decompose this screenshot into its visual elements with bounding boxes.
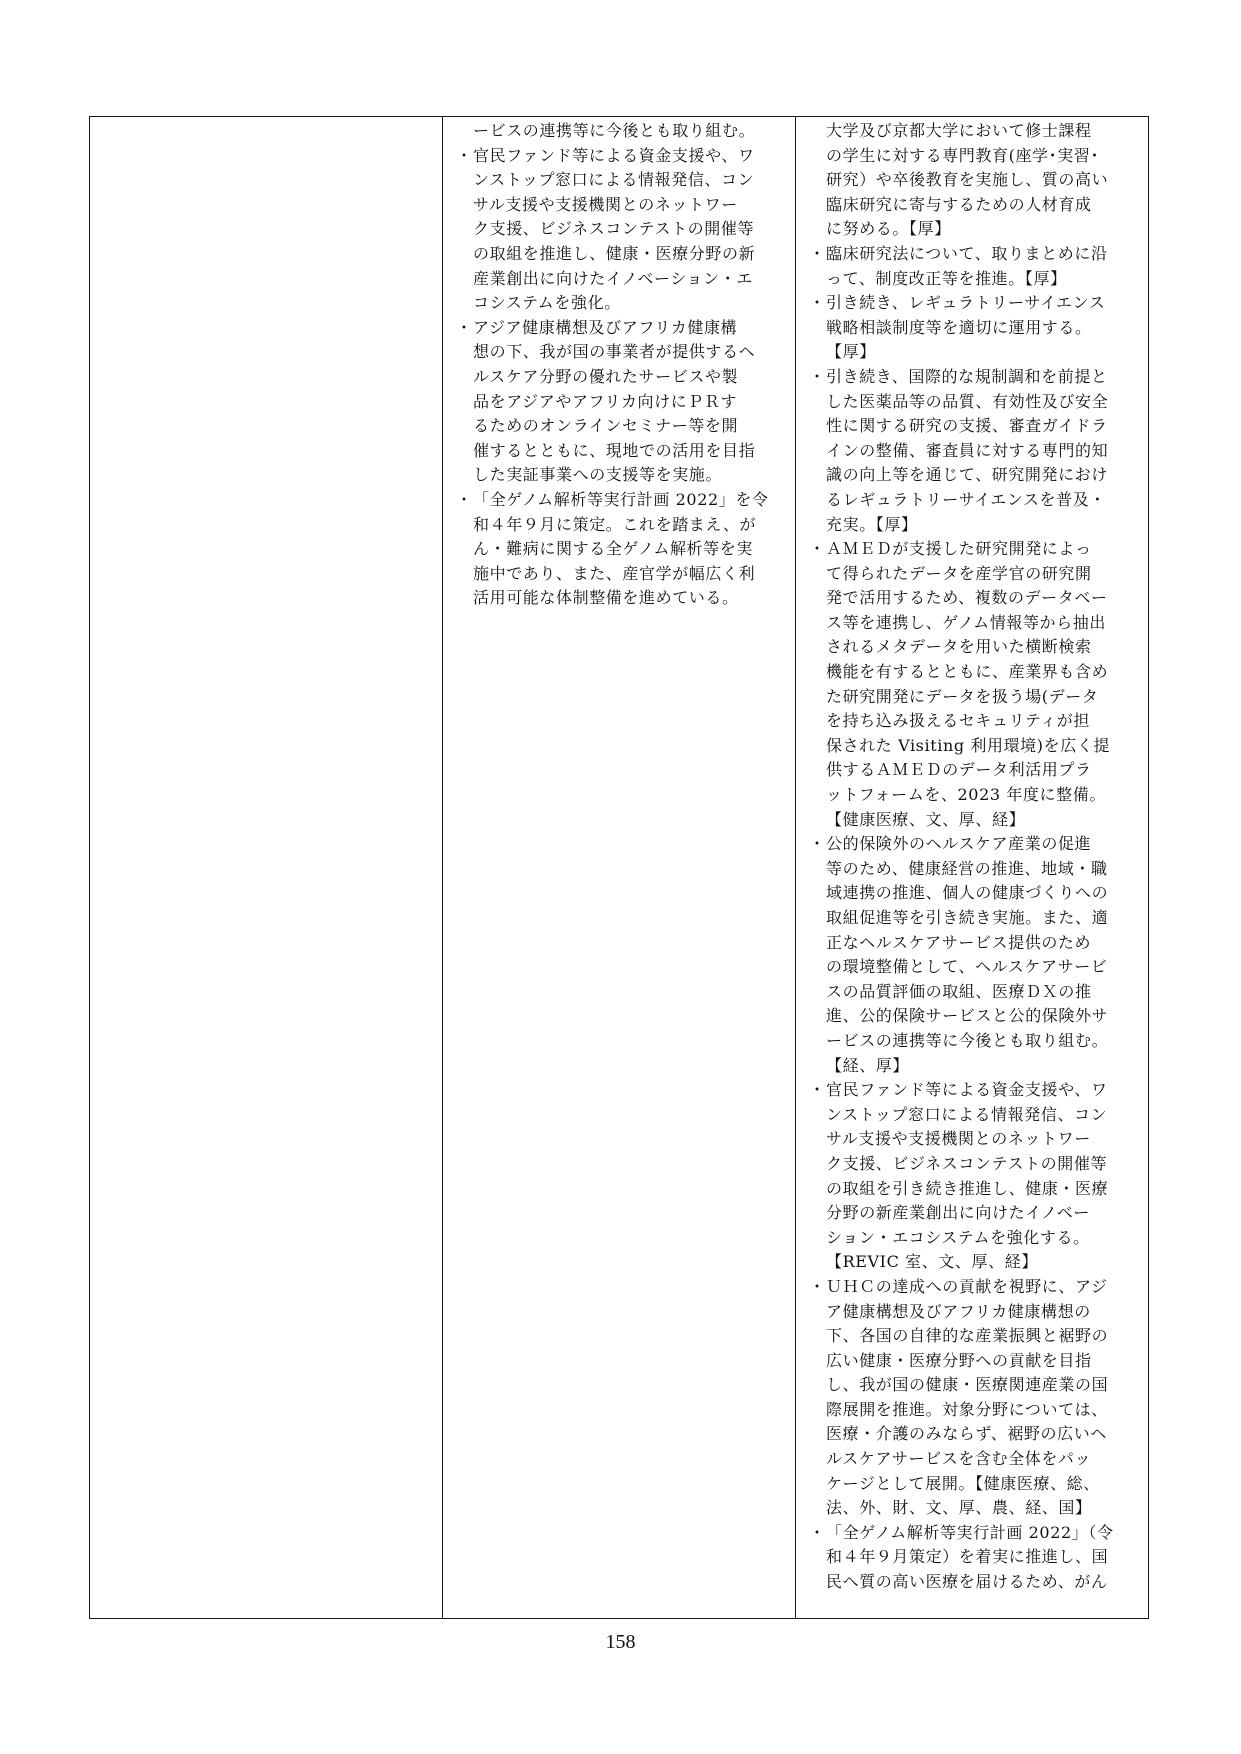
list-item bbox=[809, 119, 1136, 242]
bullet-marker: ・ bbox=[456, 145, 473, 165]
policy-table bbox=[89, 116, 1149, 1619]
list-item bbox=[809, 291, 1136, 365]
list-item bbox=[809, 242, 1136, 291]
bullet-marker: ・ bbox=[809, 1522, 826, 1542]
list-item-text: ービスの連携等に今後とも取り組む。 bbox=[473, 121, 756, 140]
list-item bbox=[809, 365, 1136, 537]
bullet-marker: ・ bbox=[809, 1276, 826, 1296]
list-item bbox=[456, 488, 785, 611]
list-item bbox=[456, 316, 785, 488]
table-column-middle bbox=[443, 117, 796, 1618]
list-item-text: 官民ファンド等による資金支援や、ワ ンストップ窓口による情報発信、コン サル支援や支援機関とのネットワー ク支援、ビジネスコンテストの開催等 の取組を推進し、健康・医療分野の新 産業創出に向けたイノベーション・エ コシステムを強化。 bbox=[473, 145, 756, 313]
list-item bbox=[456, 144, 785, 316]
list-item-text: 大学及び京都大学において修士課程 の学生に対する専門教育(座学･実習･ 研究）や卒後教育を実施し、質の高い 臨床研究に寄与するための人材育成 に努める。【厚】 bbox=[826, 121, 1109, 239]
list-item-text: 「全ゲノム解析等実行計画 2022」を令 和４年９月に策定。これを踏まえ、が ん・難病に関する全ゲノム解析等を実 施中であり、また、産官学が幅広く利 活用可能な体制整備を進めている。 bbox=[473, 489, 769, 608]
list-item bbox=[809, 537, 1136, 832]
list-item-text: 官民ファンド等による資金支援や、ワ ンストップ窓口による情報発信、コン サル支援や支援機関とのネットワー ク支援、ビジネスコンテストの開催等 の取組を引き続き推進し、健康・医療 分野の新産業創出に向けたイノベー ション・エコシステムを強化する。 【REVIC 室、文、厚、経】 bbox=[826, 1080, 1109, 1272]
bullet-marker: ・ bbox=[456, 317, 473, 337]
list-item-text: 臨床研究法について、取りまとめに沿 って、制度改正等を推進。【厚】 bbox=[826, 243, 1108, 288]
list-item-text: 引き続き、レギュラトリーサイエンス 戦略相談制度等を適切に運用する。 【厚】 bbox=[826, 293, 1106, 362]
bullet-marker: ・ bbox=[809, 539, 826, 559]
page-number: 158 bbox=[605, 1631, 636, 1653]
bullet-marker: ・ bbox=[456, 489, 473, 509]
list-item-text: 公的保険外のヘルスケア産業の促進 等のため、健康経営の推進、地域・職 域連携の推進、個人の健康づくりへの 取組促進等を引き続き実施。また、適 正なヘルスケアサービス提供のため の環境整備として、ヘルスケアサービ スの品質評価の取組、医療ＤＸの推 進、公的保険サービスと公的保険外サ ービスの連携等に今後とも取り組む。 【経、厚】 bbox=[826, 834, 1109, 1075]
table-column-right bbox=[796, 117, 1148, 1618]
list-item-text: ＡＭＥＤが支援した研究開発によっ て得られたデータを産学官の研究開 発で活用するため、複数のデータベー ス等を連携し、ゲノム情報等から抽出 されるメタデータを用いた横断検索 機能を有するとともに、産業界も含め た研究開発にデータを扱う場(データ を持ち込み扱えるセキュリティが担 保された Visiting 利用環境)を広く提 供するＡＭＥＤのデータ利活用プラ ットフォームを、2023 年度に整備。 【健康医療、文、厚、経】 bbox=[826, 539, 1111, 829]
bullet-marker: ・ bbox=[809, 834, 826, 854]
table-column-left bbox=[90, 117, 443, 1618]
bullet-marker: ・ bbox=[809, 243, 826, 263]
bullet-marker: ・ bbox=[809, 1080, 826, 1100]
list-item-text: 引き続き、国際的な規制調和を前提と した医薬品等の品質、有効性及び安全 性に関する研究の支援、審査ガイドラ インの整備、審査員に対する専門的知 識の向上等を通じて、研究開発におけ るレギュラトリーサイエンスを普及・ 充実。【厚】 bbox=[826, 366, 1109, 534]
list-item bbox=[809, 1078, 1136, 1275]
bullet-marker: ・ bbox=[809, 293, 826, 313]
list-item-text: 「全ゲノム解析等実行計画 2022」（令 和４年９月策定）を着実に推進し、国 民へ質の高い医療を届けるため、がん bbox=[826, 1522, 1114, 1592]
bullet-marker: ・ bbox=[809, 366, 826, 386]
list-item bbox=[809, 1275, 1136, 1521]
list-item bbox=[809, 1521, 1136, 1595]
list-item-text: アジア健康構想及びアフリカ健康構 想の下、我が国の事業者が提供するヘ ルスケア分野の優れたサービスや製 品をアジアやアフリカ向けにＰＲす るためのオンラインセミナー等を開 催するとともに、現地での活用を目指 した実証事業への支援等を実施。 bbox=[473, 317, 756, 485]
list-item bbox=[809, 832, 1136, 1078]
list-item bbox=[456, 119, 785, 144]
list-item-text: ＵＨＣの達成への貢献を視野に、アジ ア健康構想及びアフリカ健康構想の 下、各国の自律的な産業振興と裾野の 広い健康・医療分野への貢献を目指 し、我が国の健康・医療関連産業の国 際展開を推進。対象分野については、 医療・介護のみならず、裾野の広いヘ ルスケアサービスを含む全体をパッ ケージとして展開。【健康医療、総、 法、外、財、文、厚、農、経、国】 bbox=[826, 1276, 1109, 1518]
